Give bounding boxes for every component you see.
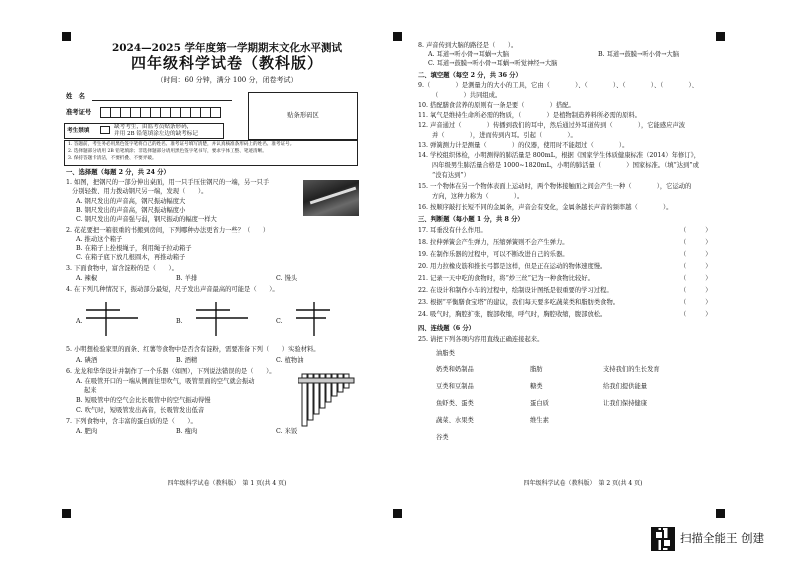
- judge-answer-18[interactable]: （ ）: [680, 239, 712, 246]
- judge-answer-20[interactable]: （ ）: [680, 263, 712, 270]
- judge-answer-17[interactable]: （ ）: [680, 227, 712, 234]
- q6-option-c: C. 吹气时，短吸管发出高音，长吸管发出低音: [76, 407, 205, 414]
- q1-option-a: A. 钢尺发出的声音高，钢尺振动幅度大: [76, 198, 186, 205]
- q2-option-b: B. 在箱子上拴根绳子，利用绳子拉动箱子: [76, 245, 192, 252]
- judge-answer-24[interactable]: （ ）: [680, 311, 712, 318]
- q4-option-a: A.: [76, 318, 83, 325]
- judge-21: 21. 记录一天中吃的食物时，将“炒三丝”记为一种食物比较好。: [418, 275, 594, 282]
- judge-answer-21[interactable]: （ ）: [680, 275, 712, 282]
- missing-note-2: 并用 2B 铅笔填涂左边的缺考标记: [114, 131, 198, 137]
- q7-option-b: B. 瘦肉: [176, 428, 198, 435]
- question-12: 12. 声音通过（ ）传播到我们的耳中，然后通过外耳道传到（ ），它能感应声波: [418, 122, 686, 129]
- judge-answer-19[interactable]: （ ）: [680, 251, 712, 258]
- section-1-title: 一、选择题（每题 2 分，共 24 分）: [66, 169, 170, 176]
- match-col2-item: 糖类: [530, 383, 543, 390]
- q4-option-c: C.: [276, 318, 283, 325]
- question-9-cont: （ ）共同组成。: [432, 92, 502, 99]
- match-col2-item: 脂肪: [530, 366, 543, 373]
- barcode-area: 贴条形码区: [248, 92, 358, 140]
- match-col1-item: 蔬菜、水果类: [436, 417, 474, 424]
- question-14: 14. 学校组织体检，小明测得的肺活量是 800mL，根据《国家学生体质健康标准（2014）年修订》，: [418, 152, 701, 159]
- q6-option-a-cont: 起来: [84, 387, 97, 394]
- question-11: 11. 氧气是维持生命所必需的物质，（ ）是植物制造养料所必需的原料。: [418, 112, 641, 119]
- match-col2-item: 蛋白质: [530, 400, 549, 407]
- q5-option-c: C. 植物油: [276, 357, 304, 364]
- question-1-cont: 分别轻拨、用力拨动钢尺另一端，发现（ ）。: [72, 188, 208, 195]
- question-16: 16. 按顺序敲打长短不同的金属条，声音会有变化，金属条越长声音的频率越（ ）。: [418, 204, 673, 211]
- judge-24: 24. 吸气时，胸腔扩张，腹部收缩，呼气时，胸腔收缩，腹部放松。: [418, 311, 607, 318]
- question-1: 1. 如图，把钢尺的一部分伸出桌面，用一只手压住钢尺的一端，另一只手: [66, 179, 270, 186]
- judge-18: 18. 拉伸弹簧会产生弹力，压缩弹簧则不会产生弹力。: [418, 239, 569, 246]
- question-15: 15. 一个物体在另一个物体表面上运动时，两个物体接触面之间会产生一种（ ），它运动的: [418, 183, 692, 190]
- section-2-title: 二、填空题（每空 2 分，共 36 分）: [418, 72, 522, 79]
- match-col1-item: 谷类: [436, 434, 449, 441]
- exam-title-line: 2024—2025 学年度第一学期期末文化水平测试: [111, 42, 343, 54]
- judge-17: 17. 耳垂没有什么作用。: [418, 227, 487, 234]
- ruler-photo: [303, 180, 359, 216]
- qr-code-icon: [651, 527, 675, 551]
- exam-subtitle: （时间：60 分钟，满分 100 分，闭卷考试）: [156, 76, 298, 84]
- page-1-footer: 四年级科学试卷（教科版） 第 1 页(共 4 页): [167, 480, 287, 487]
- match-col2-item: 维生素: [530, 417, 549, 424]
- ticket-label: 准考证号: [66, 109, 92, 116]
- q7-option-c: C. 米饭: [276, 428, 298, 435]
- section-4-title: 四、连线题（6 分）: [418, 325, 475, 332]
- exam-page-1: [58, 30, 396, 525]
- question-14-cont: 四年级男生肺活量合格是 1000~1820mL，小明的肺活量（ ）国家标准。（填“达到”或: [432, 162, 699, 169]
- q3-option-b: B. 羊排: [176, 275, 198, 282]
- q1-option-b: B. 钢尺发出的声音高，钢尺振动幅度小: [76, 207, 186, 214]
- q2-option-c: C. 在箱子底下放几根圆木，再推动箱子: [76, 254, 186, 261]
- q6-option-a: A. 在吸管开口的一端从侧面往里吹气，吸管里面的空气就会振动: [76, 378, 255, 385]
- question-14-cont2: “没有达到”）: [432, 172, 470, 179]
- q3-option-c: C. 馒头: [276, 275, 298, 282]
- question-12-cont: 并（ ），进而传到内耳。引起（ ）。: [432, 132, 577, 139]
- q8-option-c: C. 耳道→鼓膜→听小骨→耳蜗→听觉神经→大脑: [428, 60, 558, 67]
- section-3-title: 三、判断题（每小题 1 分，共 8 分）: [418, 216, 524, 223]
- page-2-footer: 四年级科学试卷（教科版） 第 2 页(共 4 页): [523, 480, 643, 487]
- question-9: 9.（ ）是测量力的大小的工具，它由（ ）、（ ）、（ ）、（ ）、: [418, 82, 698, 89]
- match-col3-item: 给我们提供能量: [603, 383, 648, 390]
- match-col1-item: 鱼虾类、蛋类: [436, 400, 474, 407]
- question-6: 6. 龙龙和华华设计并制作了一个乐器（如图），下列说法错误的是（ ）。: [66, 368, 276, 375]
- judge-22: 22. 在设计和制作小车的过程中，绘制设计图纸是很重要的学习过程。: [418, 287, 613, 294]
- match-col1-item: 奶类和奶制品: [436, 366, 474, 373]
- question-10: 10. 搭配膳食营养的原则有一条是要（ ）搭配。: [418, 102, 575, 109]
- judge-20: 20. 用力拉橡皮筋和推长弓都是这样，但是正在运动的物体速度慢。: [418, 263, 607, 270]
- q4-option-b: B.: [176, 318, 183, 325]
- q2-option-a: A. 推动这个箱子: [76, 236, 123, 243]
- judge-answer-22[interactable]: （ ）: [680, 287, 712, 294]
- missing-note-1: 缺考考生，由监考员贴条形码，: [114, 124, 193, 130]
- q3-option-a: A. 辣椒: [76, 275, 98, 282]
- name-field[interactable]: [92, 100, 232, 101]
- match-col1-item: 豆类和豆制品: [436, 383, 474, 390]
- q6-option-b: B. 短吸管中的空气会比长吸管中的空气振动得慢: [76, 397, 211, 404]
- q8-option-a: A. 耳道→听小骨→耳蜗→大脑: [428, 51, 510, 58]
- missing-mark-box[interactable]: [100, 126, 110, 134]
- question-8: 8. 声音传到大脑的路径是（ ）。: [418, 42, 518, 49]
- exam-title: 四年级科学试卷（教科版）: [130, 54, 323, 72]
- instruction-3: 3. 保持答题卡清洁，不要折叠、不要弄破。: [68, 156, 157, 161]
- ticket-number-grid[interactable]: [100, 107, 240, 117]
- q5-option-b: B. 酒精: [176, 357, 198, 364]
- missing-label: 考生禁填: [67, 128, 90, 134]
- straw-instrument-figure: [298, 372, 360, 430]
- q7-option-a: A. 肥肉: [76, 428, 98, 435]
- name-label: 姓 名: [66, 93, 85, 100]
- match-col1-header: 油脂类: [436, 350, 455, 357]
- question-5: 5. 小明想检验家里的面条、红薯等食物中是否含有淀粉，需要准备下列（ ）实验材料。: [66, 346, 320, 353]
- question-4: 4. 在下列几种情况下，振动部分最短，尺子发出声音最高的可能是（ ）。: [66, 286, 279, 293]
- instruction-1: 1. 答题前，考生务必用黑色签字笔将自己的姓名、准考证号填写清楚，并认真核准条形码上的姓名、准考证号。: [68, 142, 295, 147]
- judge-answer-23[interactable]: （ ）: [680, 299, 712, 306]
- q8-option-b: B. 耳道→鼓膜→听小骨→大脑: [598, 51, 680, 58]
- question-3: 3. 下面食物中，富含淀粉的是（ ）。: [66, 265, 178, 272]
- judge-19: 19. 在制作乐器的过程中，可以不断改进自己的乐器。: [418, 251, 569, 258]
- question-15-cont: 方向，这种力称为（ ）。: [432, 193, 524, 200]
- question-2: 2. 花花要把一箱很重的书搬到房间，下列哪种办法更省力一些？（ ）: [66, 227, 270, 234]
- question-13: 13. 弹簧测力计是测量（ ）的仪器，使用时不能超过（ ）。: [418, 142, 629, 149]
- exam-page-2: [418, 30, 748, 525]
- question-25: 25. 请把下列各项内容用直线正确连接起来。: [418, 336, 544, 343]
- judge-23: 23. 根据“平衡膳食宝塔”的建议，我们每天要多吃蔬菜类和脂肪类食物。: [418, 299, 620, 306]
- scanner-watermark: 扫描全能王 创建: [680, 531, 765, 545]
- instruction-2: 2. 选择题部分请用 2B 铅笔填涂；非选择题部分请用黑色签字笔书写，要求字体工整、笔迹清晰。: [68, 149, 267, 154]
- match-col3-item: 支持我们的生长发育: [603, 366, 660, 373]
- q5-option-a: A. 碘酒: [76, 357, 98, 364]
- match-col3-item: 让我们保持健康: [603, 400, 648, 407]
- q1-option-c: C. 钢尺发出的声音强与弱，钢尺振动的幅度一样大: [76, 216, 217, 223]
- question-7: 7. 下列食物中，含丰富的蛋白质的是（ ）。: [66, 418, 197, 425]
- ruler-diagrams: [86, 296, 386, 340]
